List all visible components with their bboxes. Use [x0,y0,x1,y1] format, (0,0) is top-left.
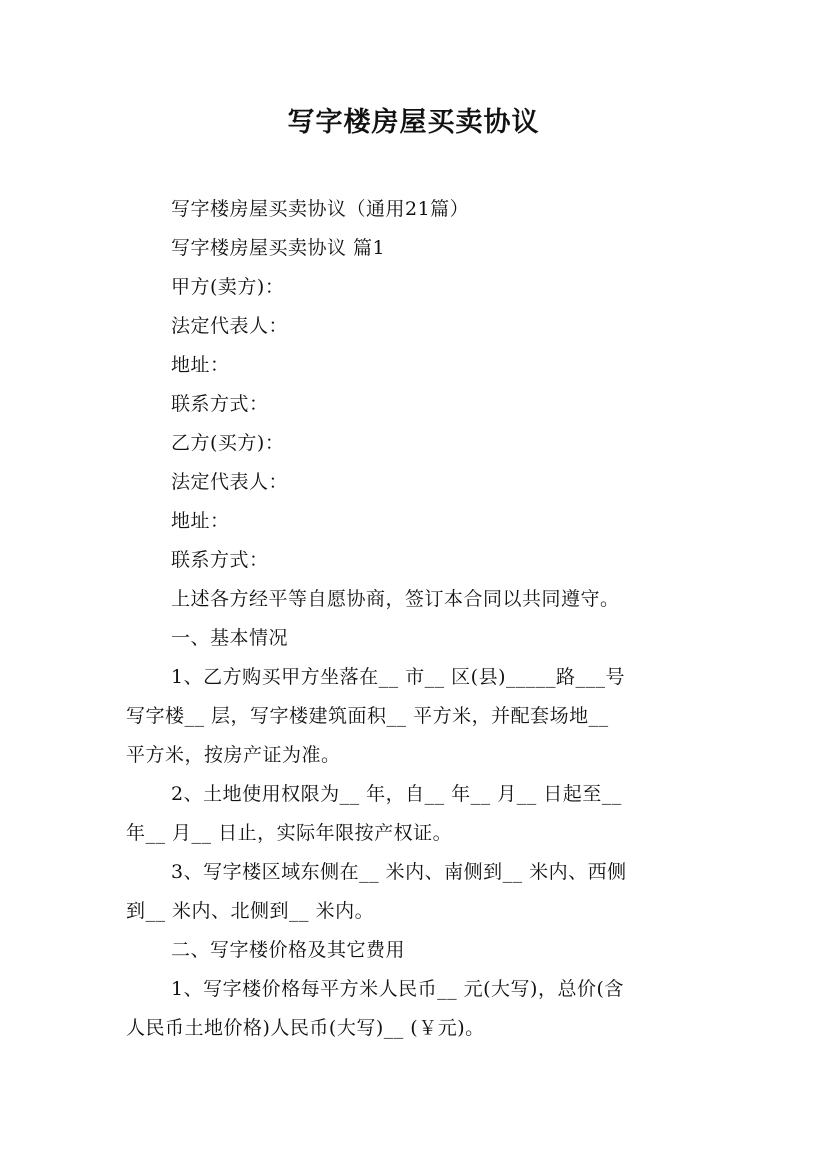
clause-paragraph [126,775,702,853]
party-a-address: 地址： [171,354,230,376]
paragraph-line: 1、写字楼价格每平方米人民币__ 元(大写)，总价(含 [171,978,624,1000]
paragraph-line: 写字楼__ 层，写字楼建筑面积__ 平方米，并配套场地__ [126,705,609,727]
paragraph-line: 人民币土地价格)人民币(大写)__ (￥元)。 [126,1017,485,1039]
document-body [126,190,702,1048]
party-b-representative: 法定代表人： [171,471,289,493]
paragraph-line: 1、乙方购买甲方坐落在__ 市__ 区(县)_____路___号 [171,666,625,688]
party-a-representative: 法定代表人： [171,315,289,337]
party-b-address: 地址： [171,510,230,532]
section-basic-info: 一、基本情况 [171,627,289,649]
clause-paragraph [126,658,702,775]
agreement-statement: 上述各方经平等自愿协商，签订本合同以共同遵守。 [171,588,620,610]
paragraph-line: 到__ 米内、北侧到__ 米内。 [126,900,375,922]
section-price: 二、写字楼价格及其它费用 [171,939,406,961]
subtitle-line: 写字楼房屋买卖协议（通用21篇） [171,198,470,220]
paragraph-line: 年__ 月__ 日止，实际年限按产权证。 [126,822,453,844]
section-heading: 写字楼房屋买卖协议 篇1 [171,237,386,259]
paragraph-line: 3、写字楼区域东侧在__ 米内、南侧到__ 米内、西侧 [171,861,627,883]
clause-paragraph [126,853,702,931]
party-b-contact: 联系方式： [171,549,269,571]
paragraph-line: 2、土地使用权限为__ 年，自__ 年__ 月__ 日起至__ [171,783,622,805]
party-a-label: 甲方(卖方)： [171,276,285,298]
clause-paragraph [126,970,702,1048]
paragraph-line: 平方米，按房产证为准。 [126,744,341,766]
document-title: 写字楼房屋买卖协议 [287,107,540,138]
party-b-label: 乙方(买方)： [171,432,285,454]
party-a-contact: 联系方式： [171,393,269,415]
